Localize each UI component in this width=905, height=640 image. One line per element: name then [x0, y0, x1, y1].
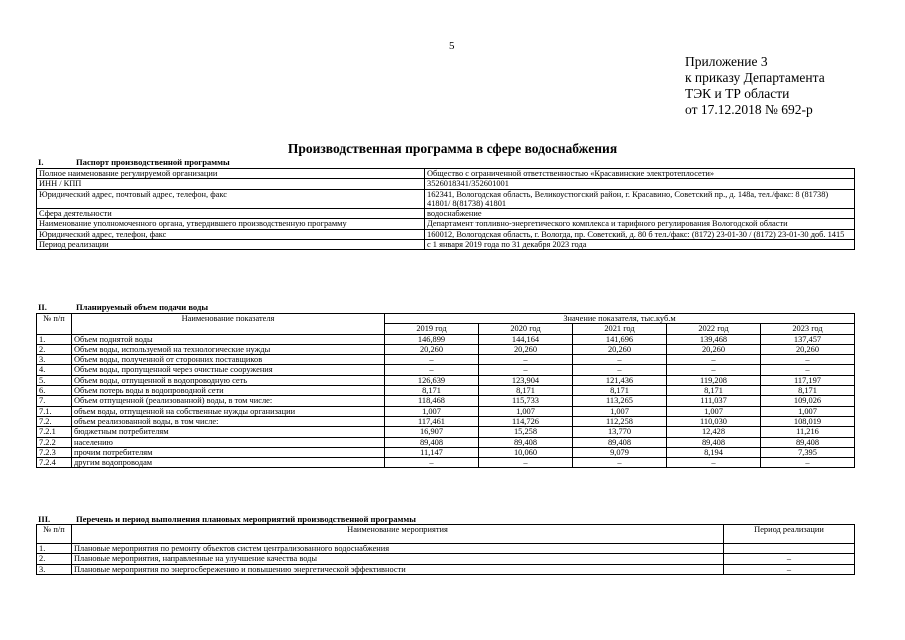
row-value: – — [667, 458, 761, 468]
row-name: Объем поднятой воды — [72, 334, 385, 344]
row-value: 89,408 — [573, 437, 667, 447]
table-row — [37, 386, 855, 396]
col-header-number: № п/п — [37, 314, 72, 335]
row-value: 113,265 — [573, 396, 667, 406]
passport-label: Юридический адрес, почтовый адрес, телефон, факс — [37, 189, 425, 209]
row-number: 3. — [37, 355, 72, 365]
row-value: 20,260 — [573, 344, 667, 354]
table-row — [37, 396, 855, 406]
row-name: Объем воды, отпущенной в водопроводную сеть — [72, 375, 385, 385]
passport-value: 3526018341/352601001 — [425, 179, 855, 189]
passport-value: 160012, Вологодская область, г. Вологда, пр. Советский, д. 80 б тел./факс: (8172) 23-01-30 / (8172) 23-01-30 доб. 1415 — [425, 229, 855, 239]
row-value: – — [761, 365, 855, 375]
appendix-line: Приложение 3 — [685, 54, 768, 69]
section-title: Паспорт производственной программы — [76, 157, 230, 167]
row-value: 110,030 — [667, 416, 761, 426]
row-value: 20,260 — [479, 344, 573, 354]
table-row — [37, 458, 855, 468]
row-value: 121,436 — [573, 375, 667, 385]
row-value: 1,007 — [479, 406, 573, 416]
appendix-line: к приказу Департамента — [685, 70, 825, 85]
year-header: 2021 год — [573, 324, 667, 334]
year-header: 2022 год — [667, 324, 761, 334]
row-value: 9,079 — [573, 447, 667, 457]
row-value: 1,007 — [385, 406, 479, 416]
document-title: Производственная программа в сфере водоснабжения — [287, 141, 618, 156]
row-value: 117,197 — [761, 375, 855, 385]
table-row — [37, 427, 855, 437]
row-number: 7.2. — [37, 416, 72, 426]
water-volume-table — [36, 313, 855, 468]
row-value: 1,007 — [667, 406, 761, 416]
row-value: 15,258 — [479, 427, 573, 437]
section-number: II. — [38, 302, 47, 312]
passport-label: Сфера деятельности — [37, 209, 425, 219]
row-value: 8,171 — [667, 386, 761, 396]
appendix-line: от 17.12.2018 № 692-р — [685, 102, 813, 117]
row-name: Объем воды, пропущенной через очистные сооружения — [72, 365, 385, 375]
row-value: 16,907 — [385, 427, 479, 437]
row-value: 108,019 — [761, 416, 855, 426]
row-name: Объем воды, полученной от сторонних поставщиков — [72, 355, 385, 365]
row-name: Объем отпущенной (реализованной) воды, в том числе: — [72, 396, 385, 406]
row-value: 89,408 — [761, 437, 855, 447]
table-row — [37, 437, 855, 447]
row-name: Плановые мероприятия, направленные на улучшение качества воды — [72, 554, 724, 564]
row-number: 2. — [37, 344, 72, 354]
section-2-heading — [36, 302, 208, 312]
passport-label: Наименование уполномоченного органа, утвердившего производственную программу — [37, 219, 425, 229]
row-value: 8,171 — [573, 386, 667, 396]
row-value: – — [761, 458, 855, 468]
row-name: населению — [72, 437, 385, 447]
row-value: 117,461 — [385, 416, 479, 426]
row-value: – — [385, 355, 479, 365]
year-header: 2023 год — [761, 324, 855, 334]
table-row — [37, 416, 855, 426]
row-value: 137,457 — [761, 334, 855, 344]
passport-value: водоснабжение — [425, 209, 855, 219]
passport-label: Юридический адрес, телефон, факс — [37, 229, 425, 239]
row-name: Плановые мероприятия по энергосбережению и повышению энергетической эффективности — [72, 564, 724, 574]
row-value: 20,260 — [385, 344, 479, 354]
row-value: – — [761, 355, 855, 365]
table-row — [37, 209, 855, 219]
row-number: 7.2.2 — [37, 437, 72, 447]
row-value: 89,408 — [667, 437, 761, 447]
table-row — [37, 375, 855, 385]
row-value: – — [385, 458, 479, 468]
row-number: 7.2.1 — [37, 427, 72, 437]
section-title: Планируемый объем подачи воды — [76, 302, 209, 312]
row-number: 2. — [37, 554, 72, 564]
row-value: – — [667, 355, 761, 365]
passport-table — [36, 168, 855, 250]
row-value: 8,194 — [667, 447, 761, 457]
row-value: 89,408 — [479, 437, 573, 447]
row-value: 144,164 — [479, 334, 573, 344]
section-3-heading — [36, 514, 416, 524]
table-row — [37, 355, 855, 365]
page-number: 5 — [449, 40, 455, 52]
table-row — [37, 554, 855, 564]
row-value: 118,468 — [385, 396, 479, 406]
table-row — [37, 179, 855, 189]
row-value: 119,208 — [667, 375, 761, 385]
table-row — [37, 219, 855, 229]
passport-value: Общество с ограниченной ответственностью «Красавинские электротеплосети» — [425, 169, 855, 179]
measures-table — [36, 524, 855, 575]
row-value: – — [573, 365, 667, 375]
row-value: 139,468 — [667, 334, 761, 344]
row-period — [724, 544, 855, 554]
table-row — [37, 406, 855, 416]
table-row — [37, 344, 855, 354]
row-name: объем реализованной воды, в том числе: — [72, 416, 385, 426]
year-header: 2019 год — [385, 324, 479, 334]
row-number: 5. — [37, 375, 72, 385]
table-row — [37, 229, 855, 239]
row-value: – — [667, 365, 761, 375]
appendix-line: ТЭК и ТР области — [685, 86, 790, 101]
row-value: 11,147 — [385, 447, 479, 457]
row-value: – — [573, 458, 667, 468]
row-value: – — [479, 355, 573, 365]
row-value: 1,007 — [761, 406, 855, 416]
row-value: 1,007 — [573, 406, 667, 416]
row-value: 11,216 — [761, 427, 855, 437]
passport-value: 162341, Вологодская область, Великоустюгский район, г. Красавино, Советский пр., д. 148а, тел./факс: 8 (81738) 41801/ 8(81738) 41801 — [425, 189, 855, 209]
row-number: 3. — [37, 564, 72, 574]
row-value: 8,171 — [761, 386, 855, 396]
row-value: 141,696 — [573, 334, 667, 344]
col-header-name: Наименование мероприятия — [72, 525, 724, 544]
table-row — [37, 189, 855, 209]
row-value: 13,770 — [573, 427, 667, 437]
section-1-heading — [36, 157, 230, 167]
passport-value: с 1 января 2019 года по 31 декабря 2023 года — [425, 240, 855, 250]
row-value: 12,428 — [667, 427, 761, 437]
row-value: 146,899 — [385, 334, 479, 344]
row-number: 7. — [37, 396, 72, 406]
row-value: 112,258 — [573, 416, 667, 426]
row-value: 8,171 — [479, 386, 573, 396]
col-header-name: Наименование показателя — [72, 314, 385, 335]
row-value: 109,026 — [761, 396, 855, 406]
row-value: 20,260 — [761, 344, 855, 354]
row-number: 7.2.4 — [37, 458, 72, 468]
row-value: – — [479, 458, 573, 468]
row-value: – — [479, 365, 573, 375]
table-row — [37, 564, 855, 574]
table-row — [37, 240, 855, 250]
row-name: прочим потребителям — [72, 447, 385, 457]
row-number: 6. — [37, 386, 72, 396]
row-value: 8,171 — [385, 386, 479, 396]
row-value: – — [573, 355, 667, 365]
table-row — [37, 447, 855, 457]
table-row — [37, 169, 855, 179]
row-value: 115,733 — [479, 396, 573, 406]
passport-value: Департамент топливно-энергетического комплекса и тарифного регулирования Вологодской области — [425, 219, 855, 229]
row-name: Объем воды, используемой на технологические нужды — [72, 344, 385, 354]
row-name: Объем потерь воды в водопроводной сети — [72, 386, 385, 396]
row-name: бюджетным потребителям — [72, 427, 385, 437]
row-value: 123,904 — [479, 375, 573, 385]
row-value: – — [385, 365, 479, 375]
row-value: 89,408 — [385, 437, 479, 447]
col-header-number: № п/п — [37, 525, 72, 544]
passport-label: ИНН / КПП — [37, 179, 425, 189]
row-number: 4. — [37, 365, 72, 375]
section-number: III. — [38, 514, 51, 524]
row-number: 7.2.3 — [37, 447, 72, 457]
passport-label: Период реализации — [37, 240, 425, 250]
section-number: I. — [38, 157, 44, 167]
row-value: 114,726 — [479, 416, 573, 426]
row-name: другим водопроводам — [72, 458, 385, 468]
row-period: – — [724, 564, 855, 574]
row-number: 1. — [37, 334, 72, 344]
row-value: 7,395 — [761, 447, 855, 457]
row-name: объем воды, отпущенной на собственные нужды организации — [72, 406, 385, 416]
table-row — [37, 365, 855, 375]
row-value: 126,639 — [385, 375, 479, 385]
appendix-block — [685, 54, 825, 118]
row-period: – — [724, 554, 855, 564]
table-row — [37, 544, 855, 554]
col-header-values: Значение показателя, тыс.куб.м — [385, 314, 855, 324]
table-row — [37, 334, 855, 344]
row-value: 10,060 — [479, 447, 573, 457]
row-number: 7.1. — [37, 406, 72, 416]
year-header: 2020 год — [479, 324, 573, 334]
passport-label: Полное наименование регулируемой организации — [37, 169, 425, 179]
row-name: Плановые мероприятия по ремонту объектов систем централизованного водоснабжения — [72, 544, 724, 554]
row-number: 1. — [37, 544, 72, 554]
row-value: 111,037 — [667, 396, 761, 406]
section-title: Перечень и период выполнения плановых мероприятий производственной программы — [76, 514, 416, 524]
row-value: 20,260 — [667, 344, 761, 354]
col-header-period: Период реализации — [724, 525, 855, 544]
